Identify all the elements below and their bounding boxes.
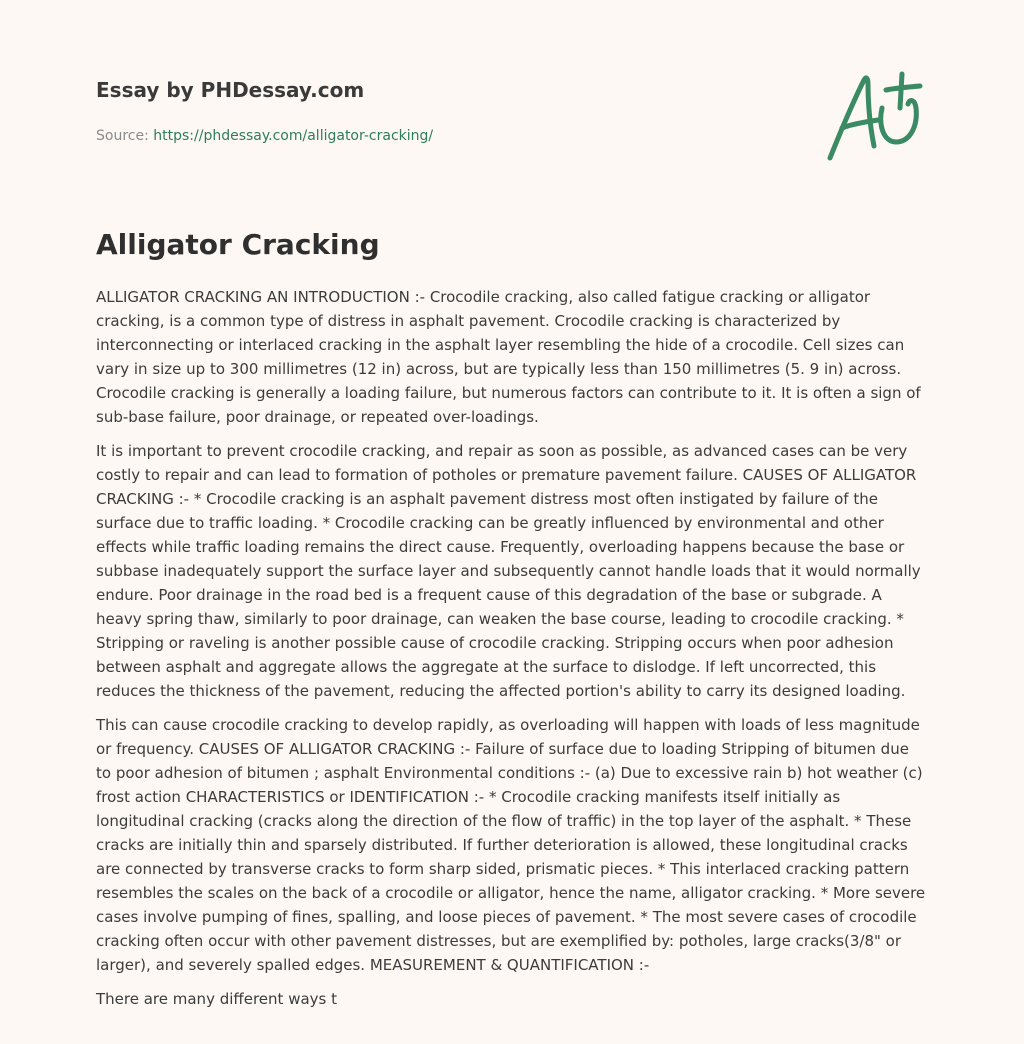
brand-title: Essay by PHDessay.com [96,78,365,102]
source-line [96,126,696,146]
essay-paragraph: It is important to prevent crocodile cracking, and repair as soon as possible, as advanced cases can be very costly to repair and can lead to formation of potholes or premature pavement failure. CAUSES OF ALLIGATOR CRACKING :- * Crocodile cracking is an asphalt pavement distress most often instigated by failure of the surface due to traffic loading. * Crocodile cracking can be greatly influenced by environmental and other effects while traffic loading remains the direct cause. Frequently, overloading happens because the base or subbase inadequately support the surface layer and subsequently cannot handle loads that it would normally endure. Poor drainage in the road bed is a frequent cause of this degradation of the base or subgrade. A heavy spring thaw, similarly to poor drainage, can weaken the base course, leading to crocodile cracking. * Stripping or raveling is another possible cause of crocodile cracking. Stripping occurs when poor adhesion between asphalt and aggregate allows the aggregate at the surface to dislodge. If left uncorrected, this reduces the thickness of the pavement, reducing the affected portion's ability to carry its designed loading. [96,442,921,700]
essay-paragraph: ALLIGATOR CRACKING AN INTRODUCTION :- Crocodile cracking, also called fatigue cracking or alligator cracking, is a common type of distress in asphalt pavement. Crocodile cracking is characterized by interconnecting or interlaced cracking in the asphalt layer resembling the hide of a crocodile. Cell sizes can vary in size up to 300 millimetres (12 in) across, but are typically less than 150 millimetres (5. 9 in) across. Crocodile cracking is generally a loading failure, but numerous factors can contribute to it. It is often a sign of sub-base failure, poor drainage, or repeated over-loadings. [96,288,921,426]
essay-paragraph: This can cause crocodile cracking to develop rapidly, as overloading will happen with loads of less magnitude or frequency. CAUSES OF ALLIGATOR CRACKING :- Failure of surface due to loading Stripping of bitumen due to poor adhesion of bitumen ; asphalt Environmental conditions :- (a) Due to excessive rain b) hot weather (c) frost action CHARACTERISTICS or IDENTIFICATION :- * Crocodile cracking manifests itself initially as longitudinal cracking (cracks along the direction of the flow of traffic) in the top layer of the asphalt. * These cracks are initially thin and sparsely distributed. If further deterioration is allowed, these longitudinal cracks are connected by transverse cracks to form sharp sided, prismatic pieces. * This interlaced cracking pattern resembles the scales on the back of a crocodile or alligator, hence the name, alligator cracking. * More severe cases involve pumping of fines, spalling, and loose pieces of pavement. * The most severe cases of crocodile cracking often occur with other pavement distresses, but are exemplified by: potholes, large cracks(3/8" or larger), and severely spalled edges. MEASUREMENT & QUANTIFICATION :- [96,716,926,974]
essay-body [96,285,928,1021]
essay-title: Alligator Cracking [96,228,380,261]
page-header [96,76,696,146]
source-label: Source: [96,128,154,144]
essay-paragraph: There are many different ways t [96,990,337,1008]
source-link[interactable]: https://phdessay.com/alligator-cracking/ [153,128,434,144]
a-plus-logo-icon [822,68,926,164]
